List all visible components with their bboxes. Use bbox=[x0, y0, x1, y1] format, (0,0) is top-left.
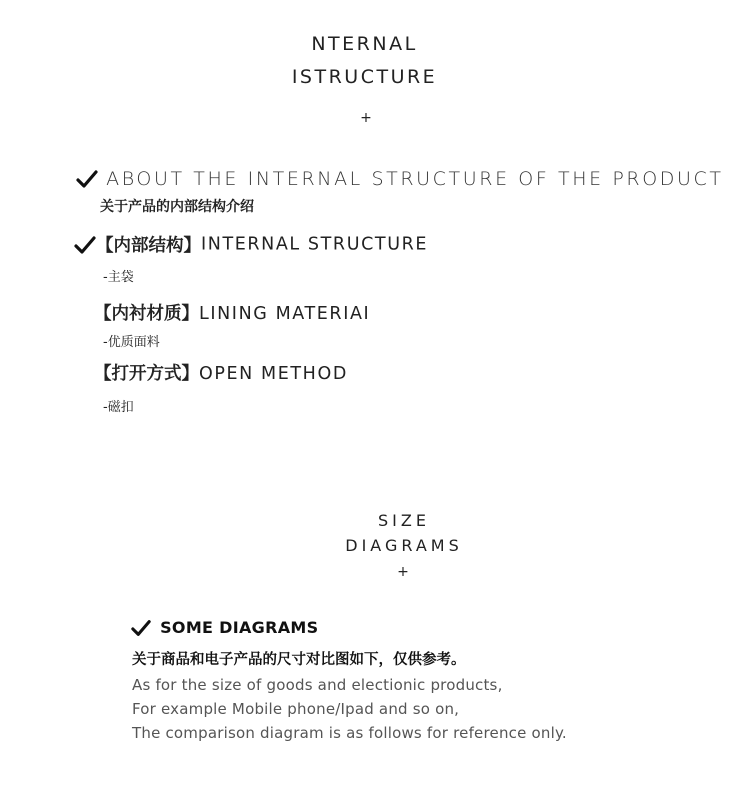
size-note-en-line3: The comparison diagram is as follows for reference only. bbox=[132, 724, 567, 742]
item-label-en: LINING MATERIAI bbox=[199, 304, 371, 324]
size-note-en-line1: As for the size of goods and electionic products, bbox=[132, 676, 503, 694]
item-value: -磁扣 bbox=[103, 400, 134, 415]
item-value: -主袋 bbox=[103, 270, 134, 285]
check-icon bbox=[131, 618, 151, 638]
check-icon bbox=[76, 168, 98, 190]
internal-heading-line2: ISTRUCTURE bbox=[291, 66, 438, 88]
about-title-cn: 关于产品的内部结构介绍 bbox=[100, 199, 254, 215]
item-bracket-cn: 【内部结构】 bbox=[96, 236, 201, 256]
size-plus-icon: + bbox=[397, 564, 409, 580]
item-label-en: OPEN METHOD bbox=[199, 364, 348, 384]
item-open-method bbox=[94, 360, 348, 385]
about-row bbox=[76, 168, 724, 190]
internal-plus-icon: + bbox=[360, 110, 372, 126]
size-note-cn: 关于商品和电子产品的尺寸对比图如下，仅供参考。 bbox=[132, 652, 466, 668]
item-lining-material bbox=[94, 300, 370, 325]
size-heading-line1: SIZE bbox=[378, 511, 430, 530]
size-note-en-line2: For example Mobile phone/Ipad and so on, bbox=[132, 700, 460, 718]
some-diagrams-title: SOME DIAGRAMS bbox=[160, 618, 319, 637]
about-title-en: ABOUT THE INTERNAL STRUCTURE OF THE PRODUCT bbox=[106, 168, 724, 190]
item-internal-structure bbox=[74, 232, 428, 257]
check-icon bbox=[74, 234, 96, 256]
item-value: -优质面料 bbox=[103, 335, 160, 350]
item-label-en: INTERNAL STRUCTURE bbox=[201, 234, 429, 255]
internal-heading-line1: NTERNAL bbox=[311, 33, 418, 55]
size-heading-line2: DIAGRAMS bbox=[345, 536, 463, 555]
some-diagrams-row bbox=[131, 617, 318, 638]
item-bracket-cn: 【内衬材质】 bbox=[94, 304, 199, 324]
item-bracket-cn: 【打开方式】 bbox=[94, 364, 199, 384]
